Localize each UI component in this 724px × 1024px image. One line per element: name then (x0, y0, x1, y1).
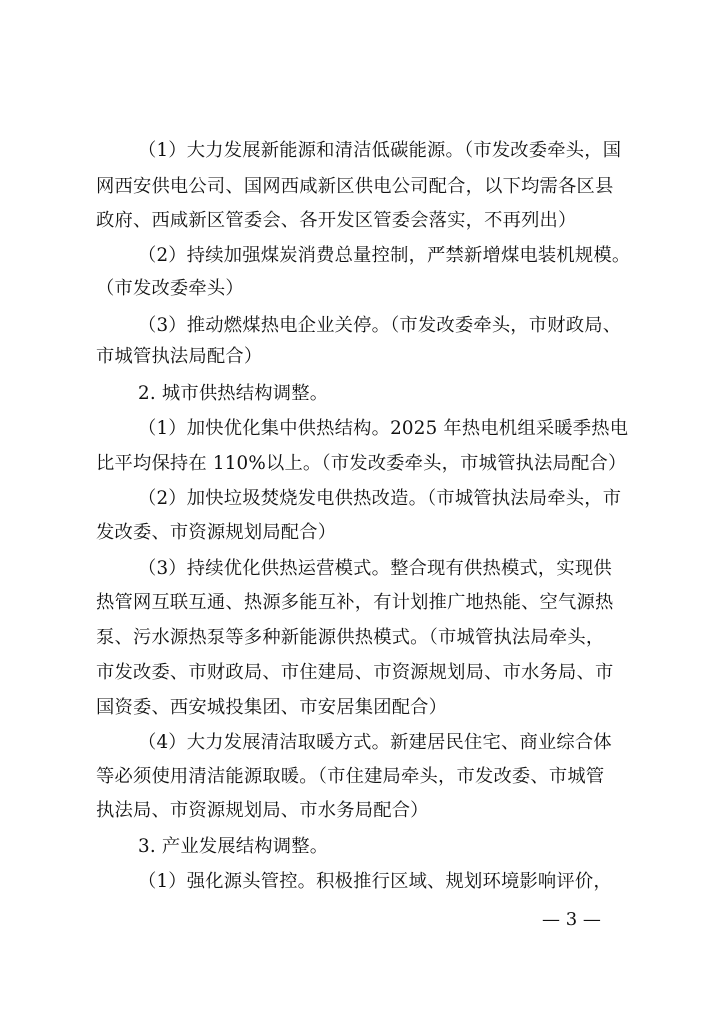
paragraph-line: （市发改委牵头） (96, 278, 244, 299)
paragraph-line: 网西安供电公司、国网西咸新区供电公司配合，以下均需各区县 (96, 176, 614, 197)
paragraph-line: 市发改委、市财政局、市住建局、市资源规划局、市水务局、市 (96, 662, 614, 683)
paragraph-line: 比平均保持在 110%以上。（市发改委牵头，市城管执法局配合） (96, 453, 627, 474)
paragraph-line: （3）推动燃煤热电企业关停。（市发改委牵头，市财政局、 (138, 315, 622, 336)
section-heading: 3. 产业发展结构调整。 (138, 836, 329, 857)
paragraph-line: （4）大力发展清洁取暖方式。新建居民住宅、商业综合体 (138, 732, 612, 753)
paragraph-line: 等必须使用清洁能源取暖。（市住建局牵头，市发改委、市城管 (96, 766, 605, 787)
page-number: — 3 — (542, 909, 601, 930)
paragraph-line: 政府、西咸新区管委会、各开发区管委会落实，不再列出） (96, 210, 577, 231)
section-heading: 2. 城市供热结构调整。 (138, 383, 329, 404)
paragraph-line: 泵、污水源热泵等多种新能源供热模式。（市城管执法局牵头， (96, 627, 605, 648)
paragraph-line: 市城管执法局配合） (96, 346, 263, 367)
paragraph-line: 热管网互联互通、热源多能互补，有计划推广地热能、空气源热 (96, 592, 614, 613)
paragraph-line: 执法局、市资源规划局、市水务局配合） (96, 800, 429, 821)
paragraph-line: 发改委、市资源规划局配合） (96, 522, 337, 543)
paragraph-line: （1）强化源头管控。积极推行区域、规划环境影响评价， (138, 871, 612, 892)
paragraph-line: （2）持续加强煤炭消费总量控制，严禁新增煤电装机规模。 (138, 245, 631, 266)
paragraph-line: 国资委、西安城投集团、市安居集团配合） (96, 697, 448, 718)
paragraph-line: （3）持续优化供热运营模式。整合现有供热模式，实现供 (138, 558, 612, 579)
paragraph-line: （1）加快优化集中供热结构。2025 年热电机组采暖季热电 (138, 418, 629, 439)
paragraph-line: （2）加快垃圾焚烧发电供热改造。（市城管执法局牵头，市 (138, 488, 622, 509)
paragraph-line: （1）大力发展新能源和清洁低碳能源。（市发改委牵头，国 (138, 140, 622, 161)
